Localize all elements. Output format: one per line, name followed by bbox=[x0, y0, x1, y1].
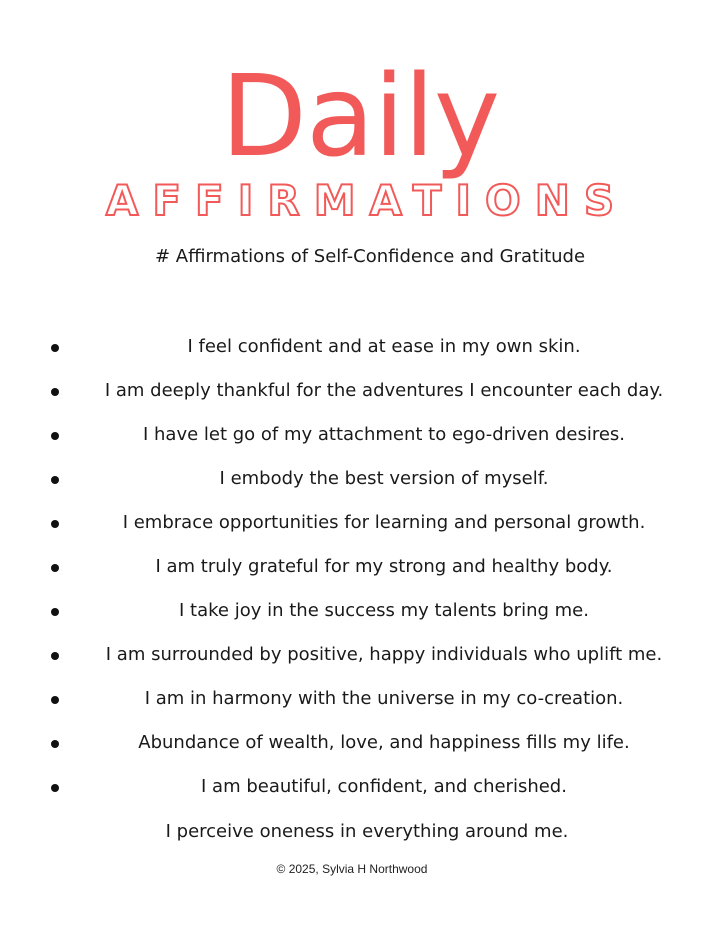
page-subtitle-affirmations: AFFIRMATIONS bbox=[105, 176, 629, 225]
copyright-notice: © 2025, Sylvia H Northwood bbox=[276, 862, 428, 876]
list-item bbox=[0, 679, 720, 723]
bullet-icon bbox=[51, 564, 59, 572]
bullet-icon bbox=[51, 696, 59, 704]
list-item bbox=[0, 591, 720, 635]
list-item bbox=[0, 635, 720, 679]
affirmation-text: I embody the best version of myself. bbox=[219, 468, 549, 489]
affirmation-text: I embrace opportunities for learning and personal growth. bbox=[122, 512, 646, 533]
list-item bbox=[0, 503, 720, 547]
affirmation-text: I feel confident and at ease in my own skin. bbox=[187, 336, 581, 357]
bullet-icon bbox=[51, 388, 59, 396]
bullet-icon bbox=[51, 476, 59, 484]
bullet-icon bbox=[51, 608, 59, 616]
list-item bbox=[0, 371, 720, 415]
affirmation-text: I am in harmony with the universe in my co-creation. bbox=[144, 688, 624, 709]
bullet-icon bbox=[51, 344, 59, 352]
affirmation-text: I am truly grateful for my strong and healthy body. bbox=[155, 556, 613, 577]
affirmation-text: I have let go of my attachment to ego-driven desires. bbox=[142, 424, 626, 445]
list-item bbox=[0, 767, 720, 811]
affirmation-list bbox=[0, 327, 720, 811]
page-title: Daily bbox=[220, 52, 500, 182]
affirmation-text: I am beautiful, confident, and cherished. bbox=[201, 776, 567, 797]
bullet-icon bbox=[51, 432, 59, 440]
closing-affirmation: I perceive oneness in everything around me. bbox=[165, 821, 569, 842]
bullet-icon bbox=[51, 740, 59, 748]
list-item bbox=[0, 723, 720, 767]
affirmation-text: I am surrounded by positive, happy individuals who uplift me. bbox=[105, 644, 663, 665]
list-item bbox=[0, 547, 720, 591]
bullet-icon bbox=[51, 520, 59, 528]
affirmation-text: Abundance of wealth, love, and happiness fills my life. bbox=[138, 732, 630, 753]
bullet-icon bbox=[51, 652, 59, 660]
list-item bbox=[0, 327, 720, 371]
list-item bbox=[0, 459, 720, 503]
tagline: # Affirmations of Self-Confidence and Gratitude bbox=[154, 246, 586, 267]
affirmation-text: I take joy in the success my talents bring me. bbox=[179, 600, 589, 621]
bullet-icon bbox=[51, 784, 59, 792]
affirmation-text: I am deeply thankful for the adventures I encounter each day. bbox=[104, 380, 664, 401]
list-item bbox=[0, 415, 720, 459]
